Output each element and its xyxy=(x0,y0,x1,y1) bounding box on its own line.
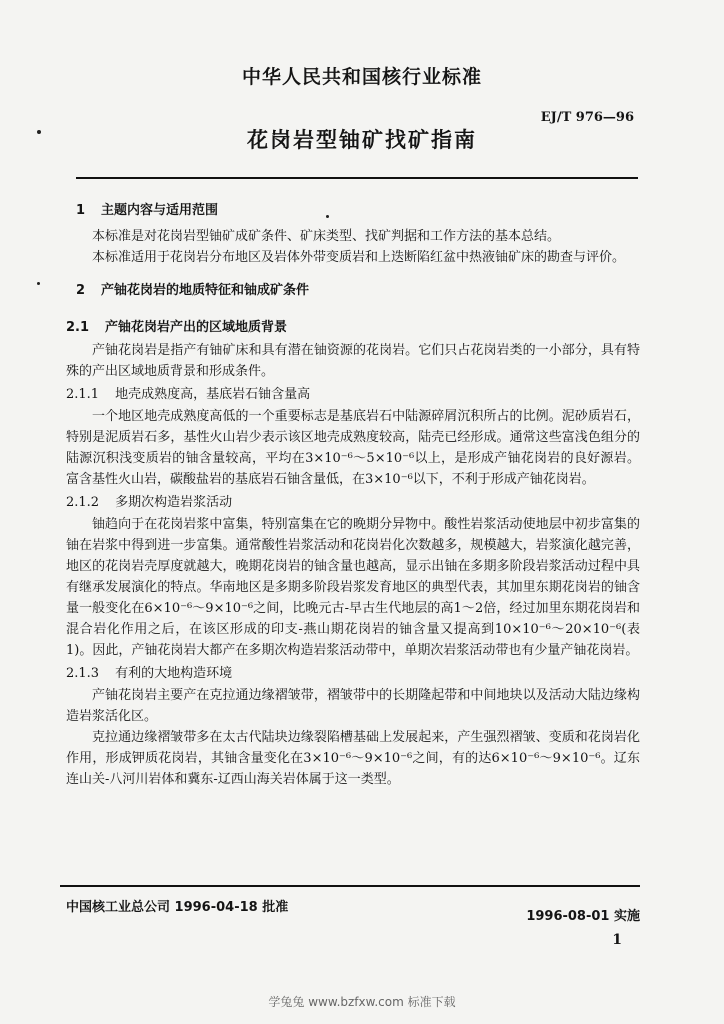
approval-line: 中国核工业总公司 1996-04-18 批准 xyxy=(66,900,289,915)
section-number: 2.1.2 xyxy=(66,495,100,510)
section-number: 2.1.3 xyxy=(66,666,100,681)
section-heading xyxy=(76,194,640,226)
section-title: 有利的大地构造环境 xyxy=(115,666,233,681)
subsection-heading xyxy=(66,312,640,340)
document-body xyxy=(66,194,640,790)
header-divider xyxy=(76,177,638,179)
paragraph: 铀趋向于在花岗岩浆中富集，特别富集在它的晚期分异物中。酸性岩浆活动使地层中初步富集的铀在岩浆中得到进一步富集。通常酸性岩浆活动和花岗岩化次数越多，规模越大，岩浆演化越完善，地区的花岗岩壳厚度就越大，晚期花岗岩的铀含量也越高，显示出铀在多期多阶段岩浆活动过程中具有继承发展演化的特点。华南地区是多期多阶段岩浆发育地区的典型代表，其加里东期花岗岩的铀含量一般变化在6×10⁻⁶～9×10⁻⁶之间，比晚元古-早古生代地层的高1～2倍，经过加里东期花岗岩和混合岩化作用之后，在该区形成的印支-燕山期花岗岩的铀含量又提高到10×10⁻⁶～20×10⁻⁶(表1)。因此，产铀花岗岩大都产在多期次构造岩浆活动带中，单期次岩浆活动带也有少量产铀花岗岩。 xyxy=(66,517,640,658)
section-number: 2 xyxy=(76,283,86,298)
subsubsection-heading xyxy=(66,661,640,685)
section-heading xyxy=(76,274,640,306)
standard-code: EJ/T 976—96 xyxy=(540,110,634,125)
section-title: 产铀花岗岩的地质特征和铀成矿条件 xyxy=(101,283,310,298)
footer-divider xyxy=(60,885,640,887)
section-number: 2.1.1 xyxy=(66,387,100,402)
section-number: 2.1 xyxy=(66,320,90,335)
section-title: 产铀花岗岩产出的区域地质背景 xyxy=(105,320,288,335)
paragraph: 产铀花岗岩主要产在克拉通边缘褶皱带，褶皱带中的长期隆起带和中间地块以及活动大陆边缘构造岩浆活化区。 xyxy=(66,688,640,724)
paragraph: 克拉通边缘褶皱带多在太古代陆块边缘裂陷槽基础上发展起来，产生强烈褶皱、变质和花岗岩化作用，形成钾质花岗岩，其铀含量变化在3×10⁻⁶～9×10⁻⁶之间，有的达6×10⁻⁶～9×10⁻⁶。辽东连山关-八河川岩体和冀东-辽西山海关岩体属于这一类型。 xyxy=(66,730,640,787)
issuing-body-heading: 中华人民共和国核行业标准 xyxy=(241,66,482,88)
paragraph: 本标准是对花岗岩型铀矿成矿条件、矿床类型、找矿判据和工作方法的基本总结。 xyxy=(92,229,561,244)
site-watermark: 学兔兔 www.bzfxw.com 标准下载 xyxy=(268,995,456,1009)
paragraph: 本标准适用于花岗岩分布地区及岩体外带变质岩和上迭断陷红盆中热液铀矿床的勘查与评价。 xyxy=(92,250,626,265)
scan-speck xyxy=(37,130,41,134)
scan-speck xyxy=(37,282,40,285)
subsubsection-heading xyxy=(66,490,640,514)
subsubsection-heading xyxy=(66,382,640,406)
section-title: 多期次构造岩浆活动 xyxy=(115,495,233,510)
section-title: 地壳成熟度高，基底岩石铀含量高 xyxy=(115,387,311,402)
document-title: 花岗岩型铀矿找矿指南 xyxy=(247,128,477,152)
section-number: 1 xyxy=(76,203,86,218)
effective-date-line: 1996-08-01 实施 xyxy=(526,909,640,924)
paragraph: 产铀花岗岩是指产有铀矿床和具有潜在铀资源的花岗岩。它们只占花岗岩类的一小部分，具有特殊的产出区域地质背景和形成条件。 xyxy=(66,343,640,379)
section-title: 主题内容与适用范围 xyxy=(101,203,219,218)
page-number: 1 xyxy=(612,932,622,948)
paragraph: 一个地区地壳成熟度高低的一个重要标志是基底岩石中陆源碎屑沉积所占的比例。泥砂质岩石，特别是泥质岩石多，基性火山岩少表示该区地壳成熟度较高，陆壳已经形成。通常这些富浅色组分的陆源沉积浅变质岩的铀含量较高，平均在3×10⁻⁶～5×10⁻⁶以上，是形成产铀花岗岩的良好源岩。富含基性火山岩，碳酸盐岩的基底岩石铀含量低，在3×10⁻⁶以下，不利于形成产铀花岗岩。 xyxy=(66,409,640,487)
